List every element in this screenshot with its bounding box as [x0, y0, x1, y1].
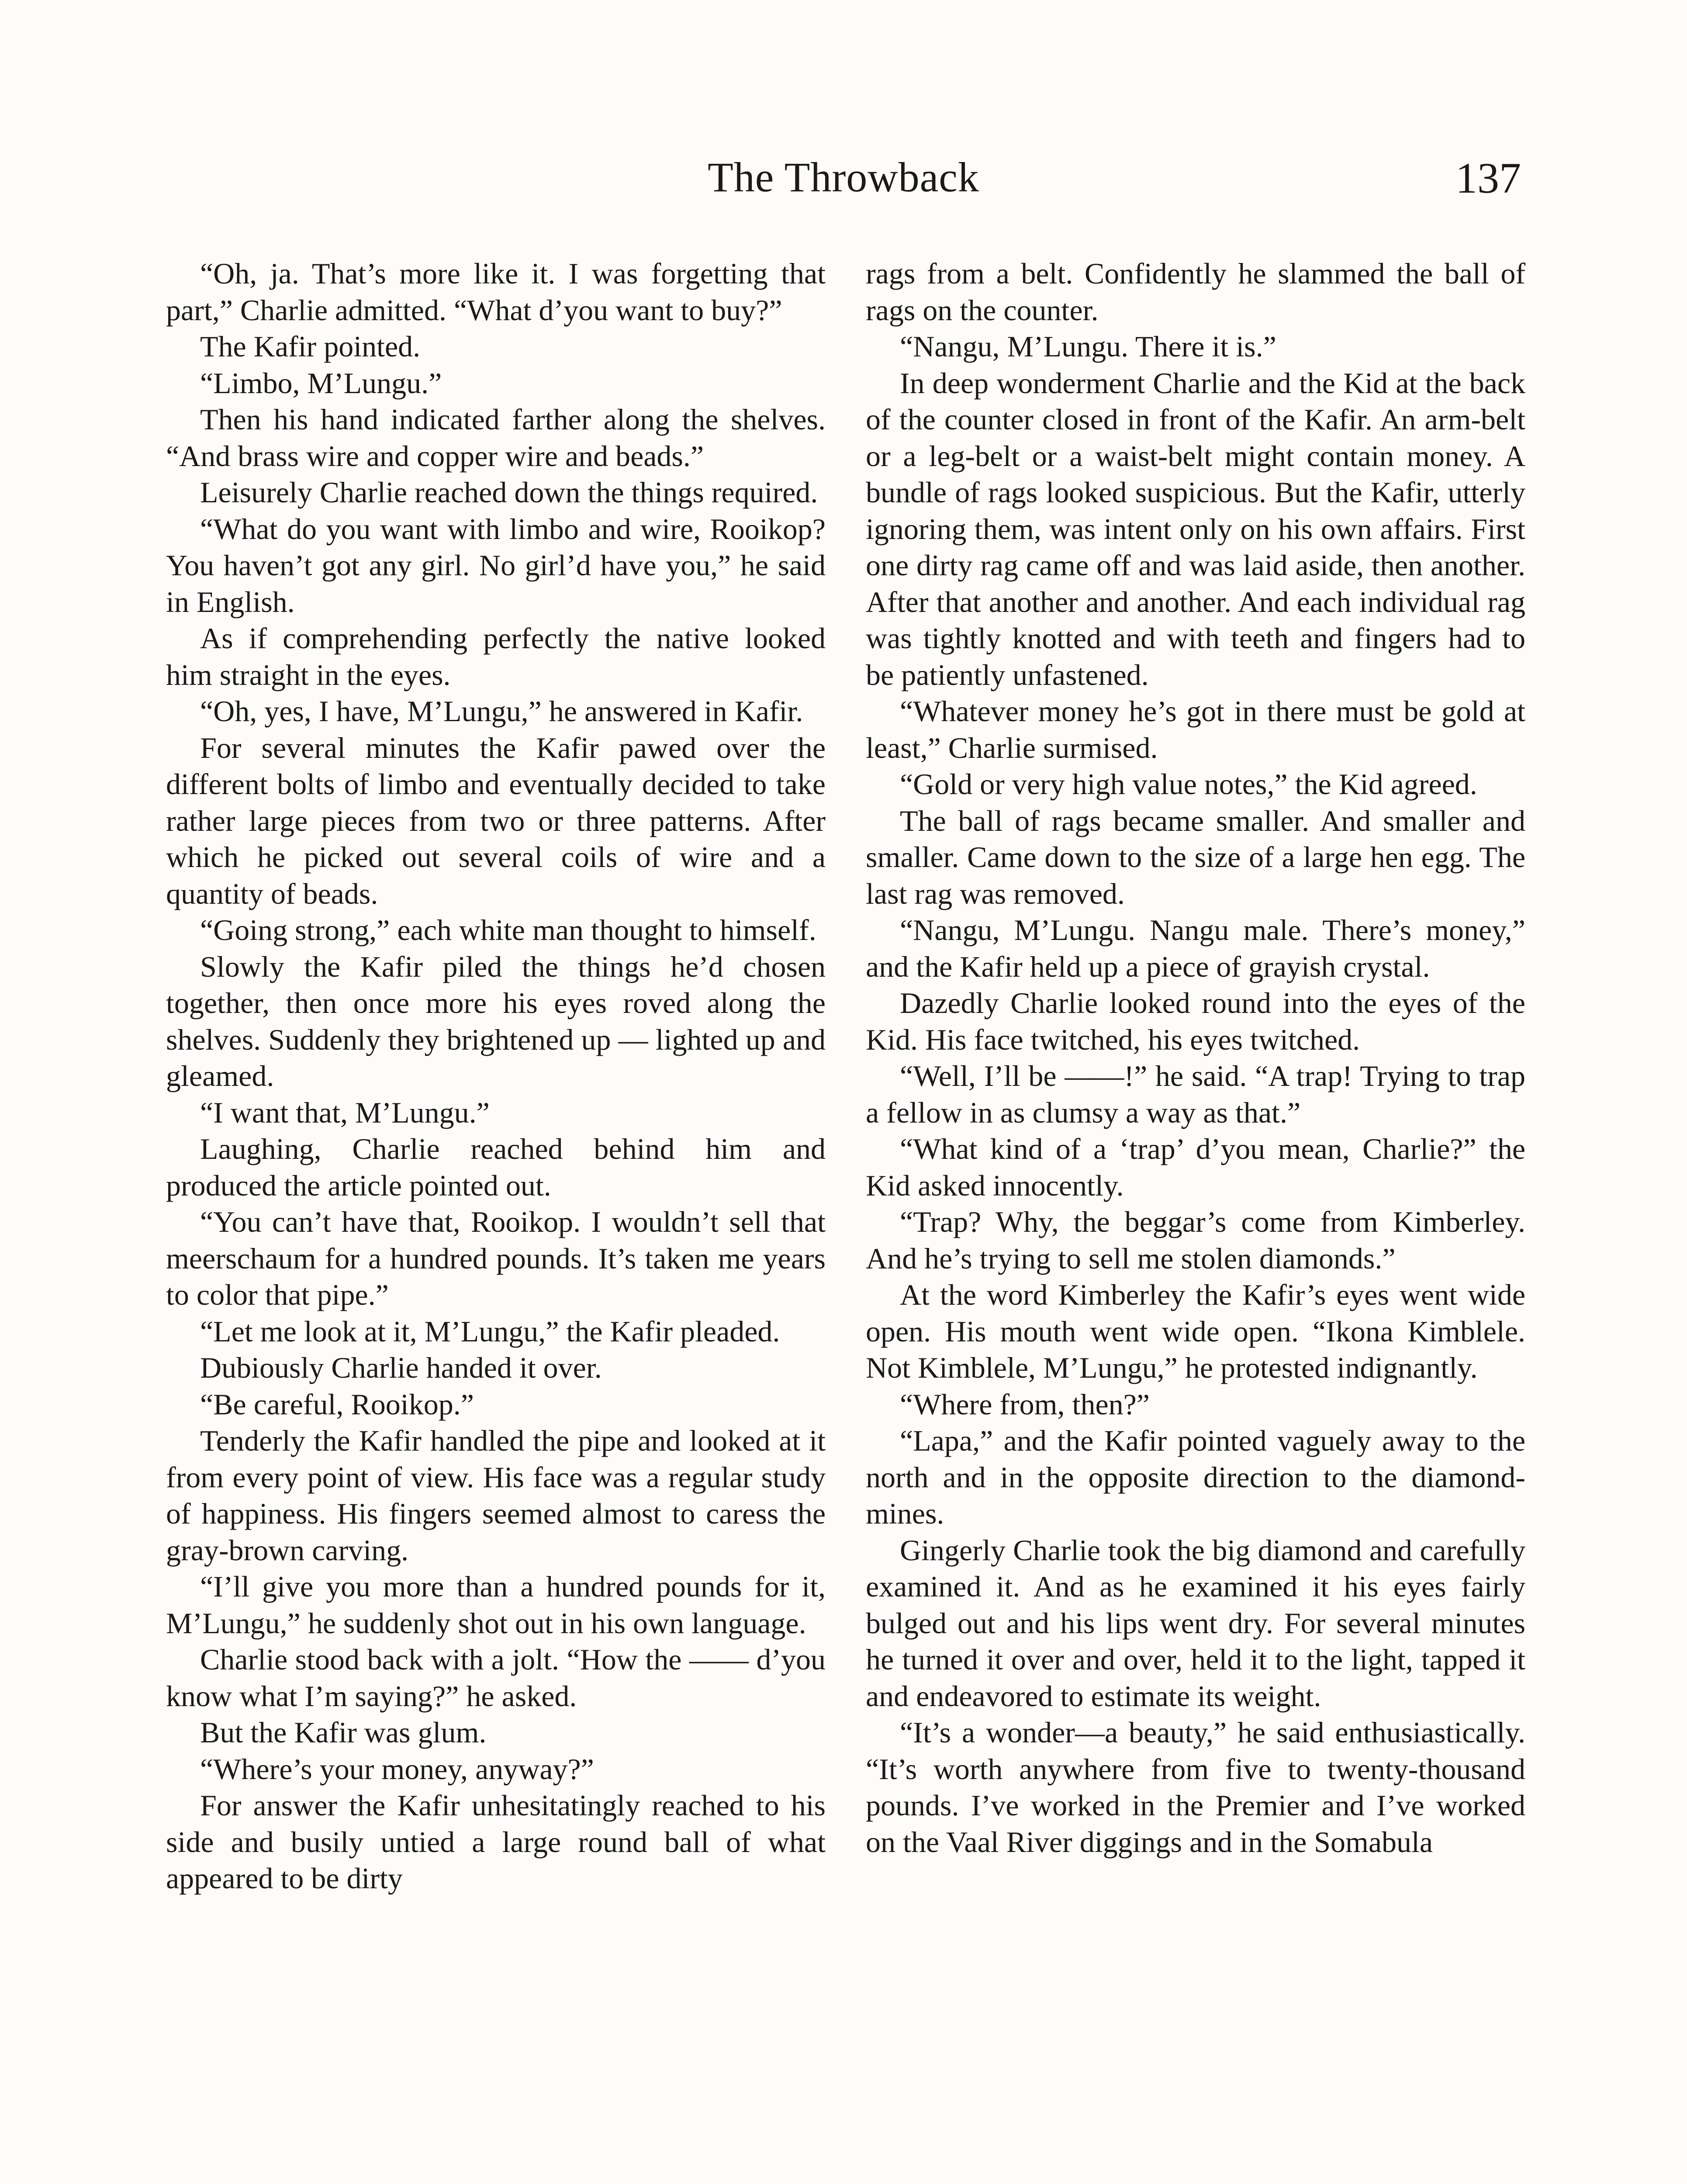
paragraph: At the word Kimberley the Kafir’s eyes went wide open. His mouth went wide open. “Ikona Kimblele. Not Kimblele, M’Lungu,” he protested indignantly.: [866, 1278, 1525, 1384]
continued-paragraph: rags from a belt. Confidently he slammed the ball of rags on the counter.: [866, 257, 1525, 327]
paragraph: “Nangu, M’Lungu. There it is.”: [900, 330, 1276, 363]
paragraph: “Where’s your money, anyway?”: [200, 1752, 594, 1786]
paragraph: Gingerly Charlie took the big diamond and carefully examined it. And as he examined it his eyes fairly bulged out and his lips went dry. For several minutes he turned it over and over, held it to the light, tapped it and endeavored to estimate its weight.: [866, 1533, 1525, 1713]
paragraph: “Be careful, Rooikop.”: [200, 1387, 474, 1421]
paragraph: For answer the Kafir unhesitatingly reached to his side and busily untied a large round ball of what appeared to be dirty: [166, 1789, 826, 1895]
paragraph: “Limbo, M’Lungu.”: [200, 366, 442, 400]
paragraph: Tenderly the Kafir handled the pipe and looked at it from every point of view. His face was a regular study of happiness. His fingers seemed almost to caress the gray-brown carving.: [166, 1424, 826, 1567]
paragraph: Slowly the Kafir piled the things he’d chosen together, then once more his eyes roved along the shelves. Suddenly they brightened up — lighted up and gleamed.: [166, 950, 826, 1092]
paragraph: “I’ll give you more than a hundred pounds for it, M’Lungu,” he suddenly shot out in his own language.: [166, 1570, 826, 1640]
paragraph: “Nangu, M’Lungu. Nangu male. There’s money,” and the Kafir held up a piece of grayish crystal.: [866, 913, 1525, 983]
paragraph: “Where from, then?”: [900, 1387, 1150, 1421]
paragraph: In deep wonderment Charlie and the Kid at the back of the counter closed in front of the Kafir. An arm-belt or a leg-belt or a waist-belt might contain money. A bundle of rags looked suspicious. But the Kafir, utterly ignoring them, was intent only on his own affairs. First one dirty rag came off and was laid aside, then another. After that another and another. And each individual rag was tightly knotted and with teeth and fingers had to be patiently unfastened.: [866, 366, 1525, 691]
paragraph: “Whatever money he’s got in there must be gold at least,” Charlie surmised.: [866, 695, 1525, 764]
paragraph: “What kind of a ‘trap’ d’you mean, Charlie?” the Kid asked innocently.: [866, 1132, 1525, 1202]
paragraph: “Let me look at it, M’Lungu,” the Kafir pleaded.: [200, 1314, 780, 1348]
paragraph: “Well, I’ll be ——!” he said. “A trap! Trying to trap a fellow in as clumsy a way as that.”: [866, 1059, 1525, 1129]
paragraph: But the Kafir was glum.: [200, 1716, 487, 1749]
paragraph: As if comprehending perfectly the native looked him straight in the eyes.: [166, 622, 826, 691]
paragraph: Dubiously Charlie handed it over.: [200, 1351, 602, 1384]
paragraph: “I want that, M’Lungu.”: [200, 1095, 490, 1129]
page-header: [0, 153, 1687, 214]
page-number: 137: [1455, 154, 1521, 202]
paragraph: “What do you want with limbo and wire, Rooikop? You haven’t got any girl. No girl’d have you,” he said in English.: [166, 512, 826, 619]
paragraph: “Oh, ja. That’s more like it. I was forgetting that part,” Charlie admitted. “What d’you want to buy?”: [166, 257, 826, 327]
paragraph: “Gold or very high value notes,” the Kid agreed.: [900, 767, 1477, 801]
paragraph: “Lapa,” and the Kafir pointed vaguely away to the north and in the opposite direction to the diamond-mines.: [866, 1424, 1525, 1530]
paragraph: “Oh, yes, I have, M’Lungu,” he answered in Kafir.: [200, 695, 803, 728]
right-column: [866, 256, 1525, 1860]
paragraph: Then his hand indicated farther along the shelves. “And brass wire and copper wire and beads.”: [166, 403, 826, 473]
paragraph: The ball of rags became smaller. And smaller and smaller. Came down to the size of a large hen egg. The last rag was removed.: [866, 804, 1525, 910]
paragraph: The Kafir pointed.: [200, 330, 421, 363]
paragraph: Charlie stood back with a jolt. “How the —— d’you know what I’m saying?” he asked.: [166, 1643, 826, 1713]
paragraph: “It’s a wonder—a beauty,” he said enthusiastically. “It’s worth anywhere from five to twenty-thousand pounds. I’ve worked in the Premier and I’ve worked on the Vaal River diggings and in the Somabula: [866, 1716, 1525, 1859]
paragraph: “Going strong,” each white man thought to himself.: [200, 913, 816, 947]
paragraph: “You can’t have that, Rooikop. I wouldn’t sell that meerschaum for a hundred pounds. It’s taken me years to color that pipe.”: [166, 1205, 826, 1311]
left-column: [166, 256, 826, 1897]
paragraph: Leisurely Charlie reached down the things required.: [200, 476, 818, 509]
paragraph: “Trap? Why, the beggar’s come from Kimberley. And he’s trying to sell me stolen diamonds.”: [866, 1205, 1525, 1275]
paragraph: Laughing, Charlie reached behind him and produced the article pointed out.: [166, 1132, 826, 1202]
running-title: The Throwback: [708, 154, 979, 200]
paragraph: For several minutes the Kafir pawed over the different bolts of limbo and eventually decided to take rather large pieces from two or three patterns. After which he picked out several coils of wire and a quantity of beads.: [166, 731, 826, 910]
paragraph: Dazedly Charlie looked round into the eyes of the Kid. His face twitched, his eyes twitched.: [866, 986, 1525, 1056]
